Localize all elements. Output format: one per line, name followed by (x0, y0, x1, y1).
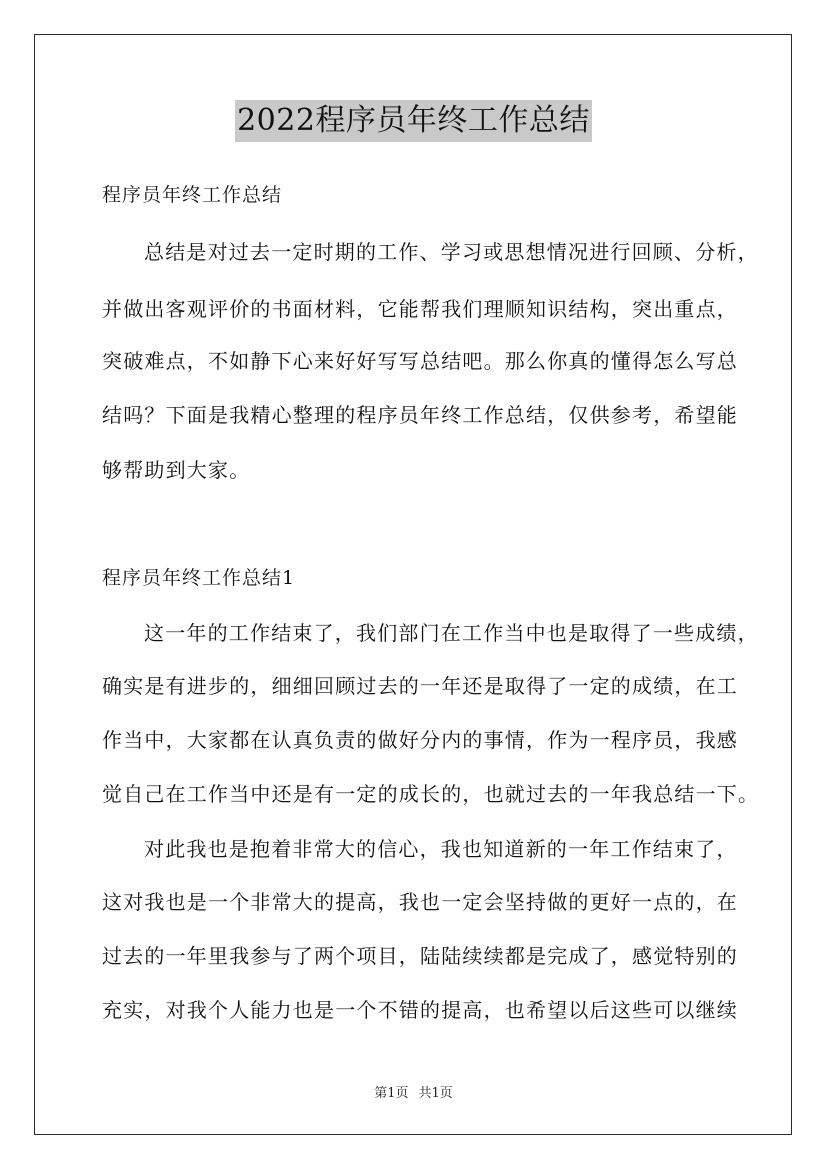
intro-line-5: 够帮助到大家。 (102, 458, 251, 482)
intro-line-2: 并做出客观评价的书面材料，它能帮我们理顺知识结构，突出重点， (102, 297, 738, 321)
page-number-current: 第1页 (374, 1086, 409, 1101)
page-number-total: 共1页 (418, 1086, 453, 1101)
page-footer (0, 1082, 827, 1101)
section1-p1-line-3: 作当中，大家都在认真负责的做好分内的事情，作为一程序员，我感 (102, 728, 738, 752)
section1-p2-line-4: 充实，对我个人能力也是一个不错的提高，也希望以后这些可以继续 (102, 998, 738, 1022)
section1-p1-line-1: 这一年的工作结束了，我们部门在工作当中也是取得了一些成绩， (144, 621, 759, 645)
section1-p2-line-3: 过去的一年里我参与了两个项目，陆陆续续都是完成了，感觉特别的 (102, 944, 738, 968)
title-container (0, 100, 827, 142)
intro-line-3: 突破难点，不如静下心来好好写写总结吧。那么你真的懂得怎么写总 (102, 349, 738, 373)
intro-line-1: 总结是对过去一定时期的工作、学习或思想情况进行回顾、分析， (144, 240, 759, 264)
document-title: 2022程序员年终工作总结 (235, 100, 592, 142)
intro-heading: 程序员年终工作总结 (102, 184, 283, 206)
intro-line-4: 结吗？下面是我精心整理的程序员年终工作总结，仅供参考，希望能 (102, 403, 738, 427)
section1-p1-line-2: 确实是有进步的，细细回顾过去的一年还是取得了一定的成绩，在工 (102, 674, 738, 698)
section1-p2-line-1: 对此我也是抱着非常大的信心，我也知道新的一年工作结束了， (144, 837, 738, 861)
section1-p1-line-4: 觉自己在工作当中还是有一定的成长的，也就过去的一年我总结一下。 (102, 782, 760, 806)
section1-p2-line-2: 这对我也是一个非常大的提高，我也一定会坚持做的更好一点的，在 (102, 890, 738, 914)
section1-heading: 程序员年终工作总结1 (102, 567, 296, 589)
